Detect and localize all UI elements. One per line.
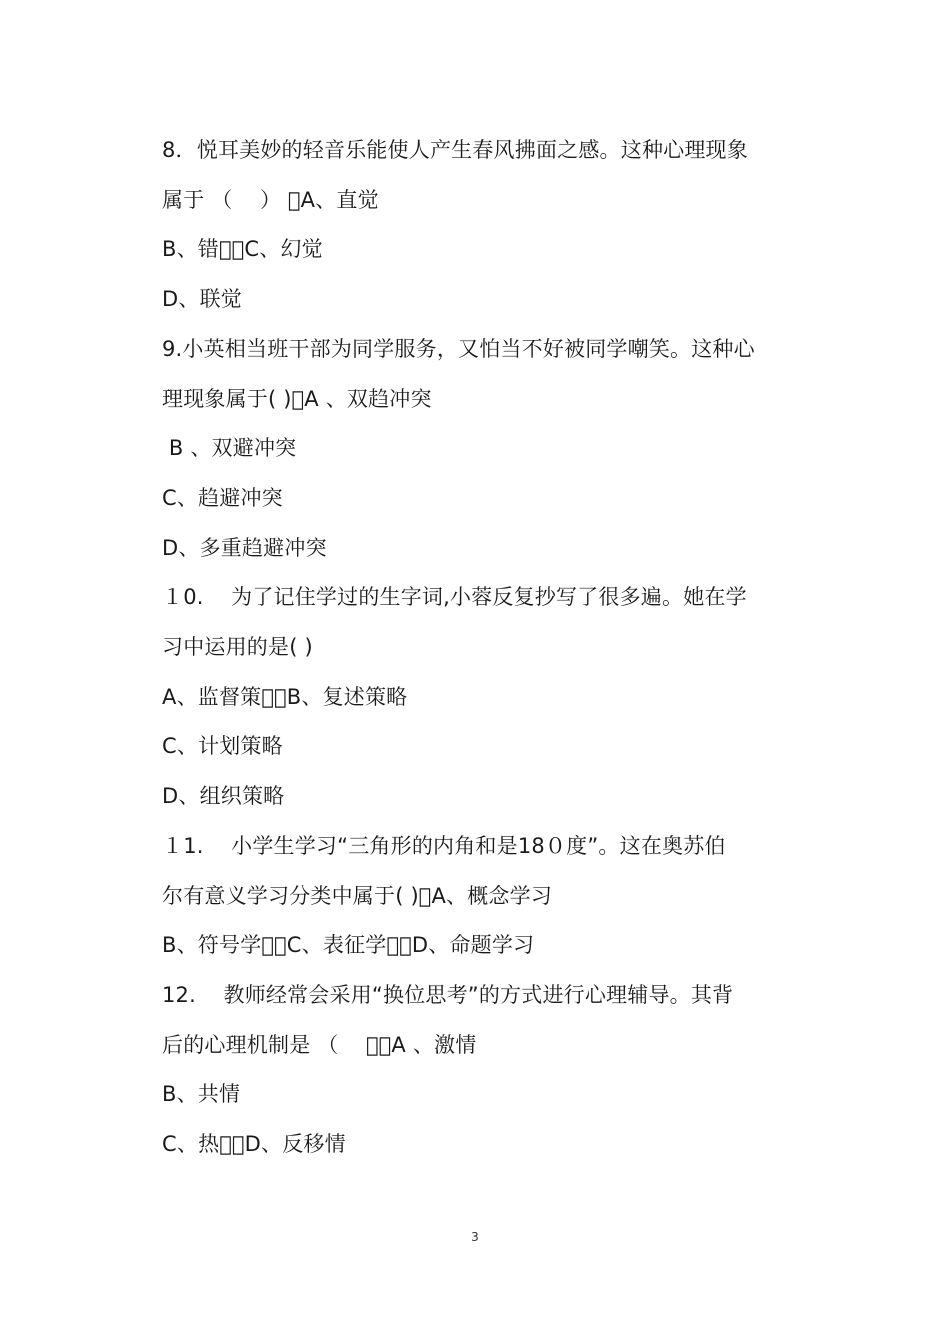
- page-number: 3: [471, 1230, 479, 1244]
- text-line: A、监督策略᷏B、复述策略: [162, 684, 408, 709]
- text-line: B、共情: [162, 1082, 241, 1107]
- text-line: 后的心理机制是 （ ）᷏A 、激情: [162, 1032, 477, 1057]
- text-line-q12: 12. 教师经常会采用“换位思考”的方式进行心理辅导。其背: [162, 982, 734, 1007]
- text-line-q10: １0. 为了记住学过的生字词,小蓉反复抄写了很多遍。她在学: [162, 585, 747, 610]
- text-line: D、多重趋避冲突: [162, 535, 327, 560]
- text-line: 理现象属于( )᷏A 、双趋冲突: [162, 386, 432, 411]
- question-text-block: [162, 126, 802, 1170]
- text-line-q11: １1. 小学生学习“三角形的内角和是18０度”。这在奥苏伯: [162, 833, 726, 858]
- text-line: 属于 （ ） ᷏A、直觉: [162, 187, 379, 212]
- text-line: B、符号学习᷏C、表征学习᷏D、命题学习: [162, 933, 535, 958]
- text-line: B 、双避冲突: [162, 436, 297, 461]
- text-line: C、热情᷏D、反移情: [162, 1132, 346, 1157]
- text-line: D、联觉: [162, 287, 242, 312]
- text-line: D、组织策略: [162, 784, 285, 809]
- text-line: C、趋避冲突: [162, 485, 283, 510]
- text-line: B、错觉᷏C、幻觉: [162, 237, 323, 262]
- text-line-q8: 8．悦耳美妙的轻音乐能使人产生春风拂面之感。这种心理现象: [162, 138, 748, 162]
- text-line: 尔有意义学习分类中属于( )᷏A、概念学习: [162, 883, 553, 908]
- text-line-q9: 9.小英相当班干部为同学服务，又怕当不好被同学嘲笑。这种心: [162, 336, 755, 361]
- text-line: 习中运用的是( ): [162, 635, 313, 660]
- text-line: C、计划策略: [162, 734, 283, 759]
